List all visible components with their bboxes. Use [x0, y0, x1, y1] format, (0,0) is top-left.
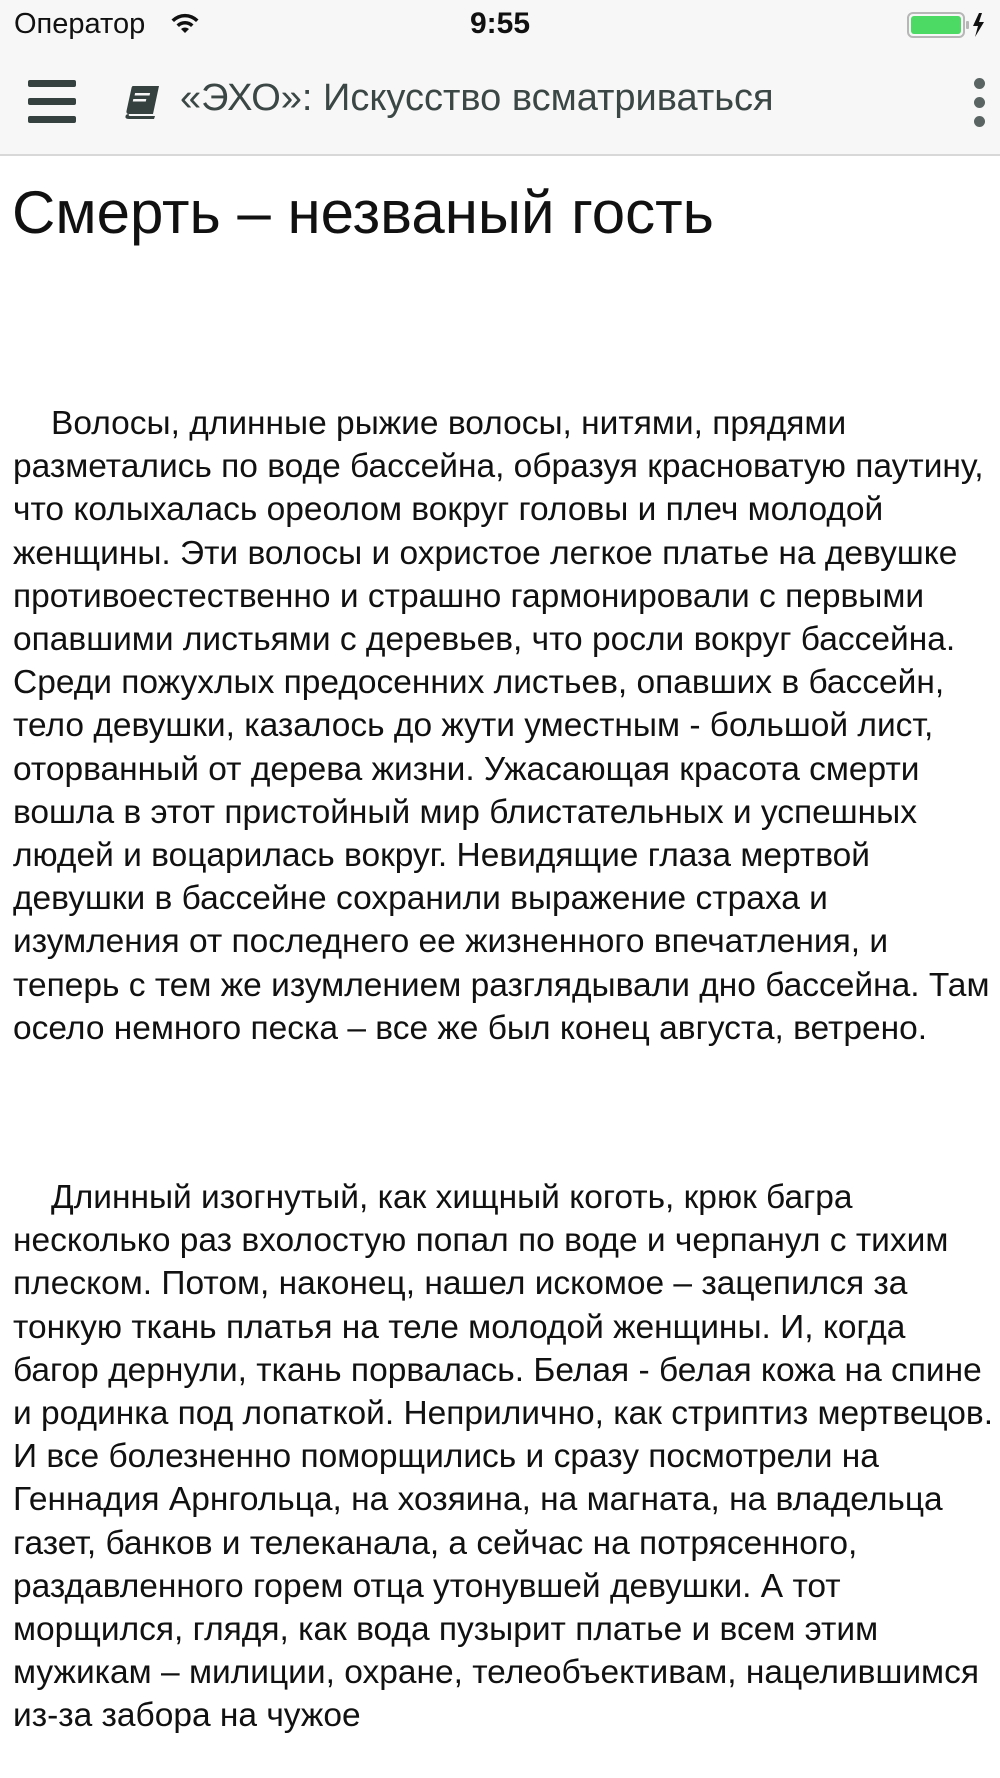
- carrier-name: Оператор: [14, 8, 146, 40]
- hamburger-menu-icon[interactable]: [28, 80, 76, 124]
- nav-bar: [0, 52, 1000, 156]
- book-title: «ЭХО»: Искусство всматриваться: [180, 77, 774, 119]
- status-time: 9:55: [469, 7, 531, 40]
- reader-content[interactable]: [0, 156, 1000, 1778]
- paragraph: Волосы, длинные рыжие волосы, нитями, прядями разметались по воде бассейна, образуя красноватую паутину, что колыхалась ореолом вокруг головы и плеч молодой женщины. Эти волосы и охристое легкое платье на девушке противоестественно и страшно гармонировали с первыми опавшими листьями с деревьев, что росли вокруг бассейна. Среди пожухлых предосенних листьев, опавших в бассейн, тело девушки, казалось до жути уместным - большой лист, оторванный от дерева жизни. Ужасающая красота смерти вошла в этот пристойный мир блистательных и успешных людей и воцарилась вокруг. Невидящие глаза мертвой девушки в бассейне сохранили выражение страха и изумления от последнего ее жизненного впечатления, и теперь с тем же изумлением разглядывали дно бассейна. Там осело немного песка – все же был конец августа, ветрено.: [13, 405, 990, 1047]
- chapter-title: Смерть – незваный гость: [12, 179, 714, 246]
- more-vertical-icon[interactable]: [968, 78, 992, 130]
- paragraph: Длинный изогнутый, как хищный коготь, крюк багра несколько раз вхолостую попал по воде и черпанул с тихим плеском. Потом, наконец, нашел искомое – зацепился за тонкую ткань платья на теле молодой женщины. И, когда багор дернули, ткань порвалась. Белая - белая кожа на спине и родинка под лопаткой. Неприлично, как стриптиз мертвецов. И все болезненно поморщились и сразу посмотрели на Геннадия Арнгольца, на хозяина, на магната, на владельца газет, банков и телеканала, а сейчас на потрясенного, раздавленного горем отца утонувшей девушки. А тот морщился, глядя, как вода пузырит платье и всем этим мужикам – милиции, охране, телеобъективам, нацелившимся из-за забора на чужое: [13, 1179, 994, 1735]
- battery-icon: [907, 11, 989, 39]
- status-bar: [0, 0, 1000, 52]
- book-icon: [124, 84, 162, 120]
